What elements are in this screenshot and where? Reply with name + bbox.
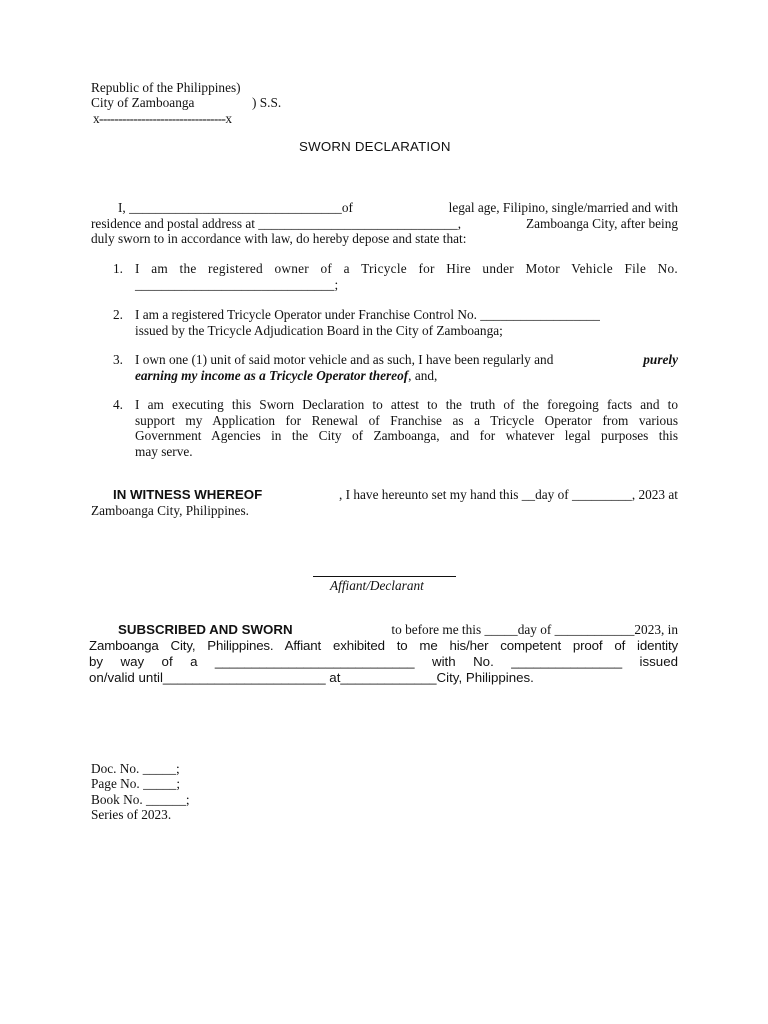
intro-line2a: residence and postal address at ______________________________, — [91, 215, 462, 231]
item-4-line4: may serve. — [135, 443, 193, 459]
doc-number: Doc. No. _____; — [91, 761, 180, 776]
intro-paragraph — [91, 200, 678, 247]
item-4-line2: support my Application for Renewal of Franchise as a Tricycle Operator from various — [135, 412, 678, 428]
item-1-line2: ______________________________; — [135, 276, 339, 292]
item-2-line1: I am a registered Tricycle Operator under Franchise Control No. __________________ — [135, 307, 600, 322]
item-number: 4. — [113, 397, 123, 412]
subscribed-line3: by way of a ___________________________ with No. _______________ issued — [89, 654, 678, 669]
affiant-label: Affiant/Declarant — [330, 578, 424, 593]
witness-paragraph — [91, 487, 678, 518]
item-4-line1: I am executing this Sworn Declaration to attest to the truth of the foregoing facts and to — [135, 397, 678, 412]
item-number: 3. — [113, 352, 123, 367]
subscribed-paragraph — [89, 622, 678, 686]
page-number: Page No. _____; — [91, 776, 181, 792]
header-ss: ) S.S. — [252, 95, 282, 110]
item-4 — [135, 397, 678, 459]
item-1 — [135, 261, 678, 292]
item-number: 1. — [113, 261, 123, 276]
item-2-line2: issued by the Tricycle Adjudication Board in the City of Zamboanga; — [135, 322, 503, 338]
notarial-block — [91, 761, 190, 822]
subscribed-line4: on/valid until______________________ at_____________City, Philippines. — [89, 670, 534, 685]
header-city: City of Zamboanga — [91, 95, 195, 110]
intro-line3: duly sworn to in accordance with law, do hereby depose and state that: — [91, 231, 467, 246]
document-title: SWORN DECLARATION — [299, 139, 451, 154]
item-3 — [135, 352, 678, 383]
series-year: Series of 2023. — [91, 806, 172, 822]
item-3-line2-plain: , and, — [408, 367, 438, 383]
subscribed-line1-rest: to before me this _____day of ____________2023, in — [391, 622, 678, 637]
header-republic: Republic of the Philippines) — [91, 80, 241, 95]
intro-line1b: legal age, Filipino, single/married and with — [448, 200, 678, 215]
item-3-line1-bold: purely — [643, 352, 678, 367]
intro-line2b: Zamboanga City, after being — [526, 215, 678, 231]
subscribed-lead: SUBSCRIBED AND SWORN — [118, 622, 293, 637]
intro-line1a: I, ________________________________of — [118, 200, 353, 215]
header-separator: x---------------------------------x — [93, 111, 232, 126]
item-3-line2-bold: earning my income as a Tricycle Operator thereof — [135, 367, 409, 383]
item-3-line1-plain: I own one (1) unit of said motor vehicle and as such, I have been regularly and — [135, 352, 554, 367]
witness-line2: Zamboanga City, Philippines. — [91, 502, 249, 518]
book-number: Book No. ______; — [91, 791, 190, 807]
subscribed-line2: Zamboanga City, Philippines. Affiant exhibited to me his/her competent proof of identity — [89, 638, 678, 653]
item-number: 2. — [113, 307, 123, 322]
item-1-line1: I am the registered owner of a Tricycle for Hire under Motor Vehicle File No. — [135, 261, 678, 276]
witness-lead: IN WITNESS WHEREOF — [113, 487, 263, 502]
item-2 — [135, 307, 678, 338]
item-4-line3: Government Agencies in the City of Zamboanga, and for whatever legal purposes this — [135, 428, 678, 443]
affiant-signature-line — [313, 576, 456, 577]
witness-line1-rest: , I have hereunto set my hand this __day of _________, 2023 at — [338, 487, 678, 502]
